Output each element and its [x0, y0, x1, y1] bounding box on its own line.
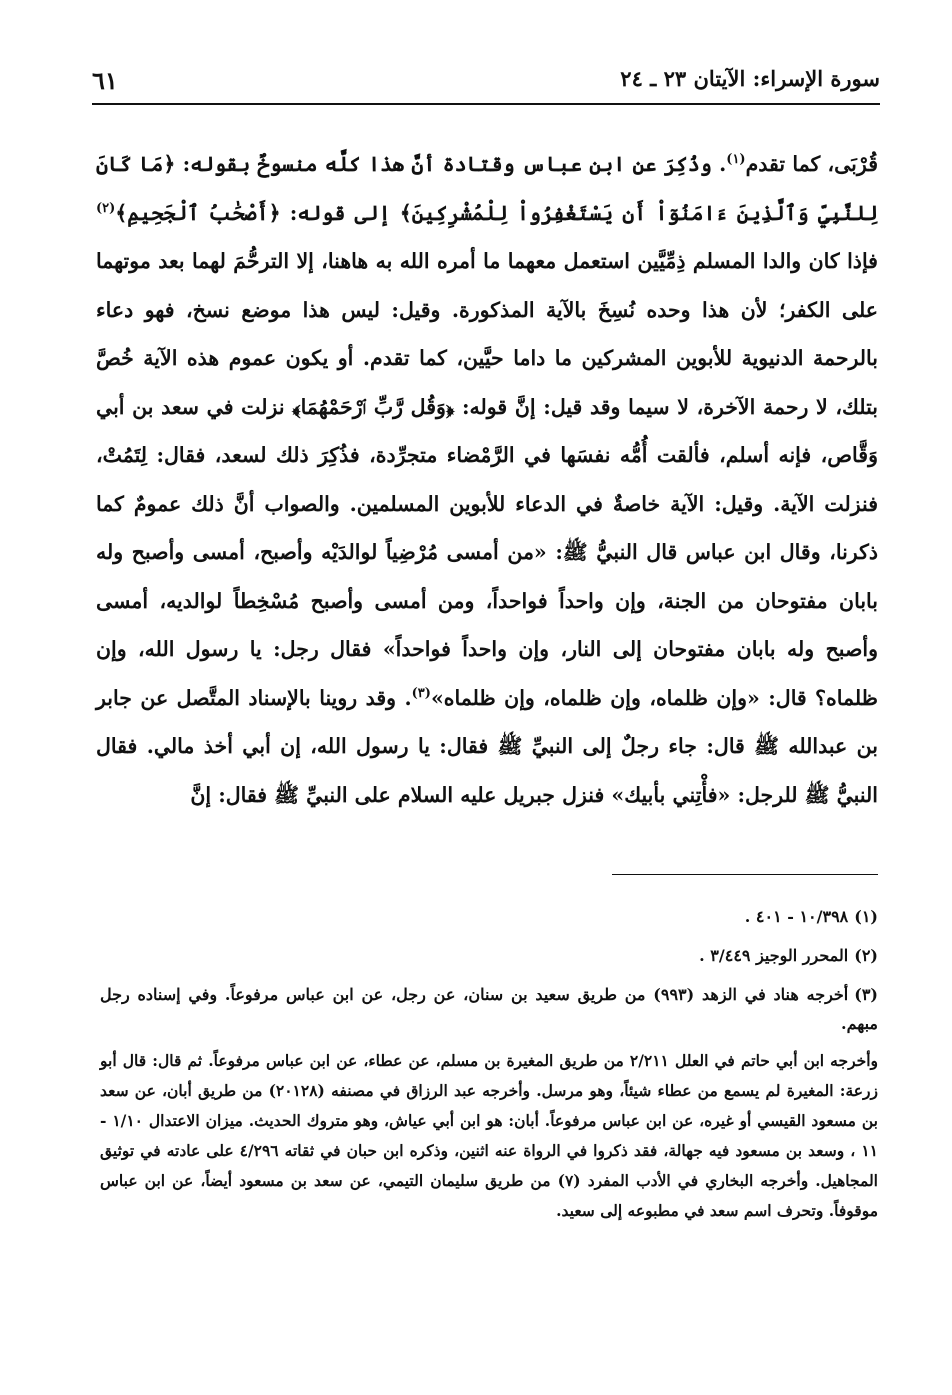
footnote-number: (٣) [854, 985, 878, 1004]
footnote-separator [612, 874, 878, 875]
text-run: إلى قوله: [280, 200, 400, 225]
quran-verse: ﴿أَصْحَٰبُ ٱلْجَحِيمِ﴾ [115, 200, 281, 225]
text-run: قُرْبَى، كما تقدم [745, 152, 878, 176]
text-run: فإذا كان والدا المسلم ذِمِّيَّين استعمل معهما ما أمره الله به هاهنا، إلا الترحُّمَ لهما بعد موتهما على الكفر؛ لأن هذا وحده نُسِخَ بالآية المذكورة. وقيل: ليس هذا موضع نسخ، فهو دعاء بالرحمة الدنيوية للأبوين المشركين ما داما حيَّين، كما تقدم. أو يكون عموم هذه الآية خُصَّ بتلك، لا رحمة الآخرة، لا سيما وقد قيل: إنَّ قوله: [96, 249, 878, 419]
footnote-3-continued: وأخرجه ابن أبي حاتم في العلل ٢/٢١١ من طريق المغيرة بن مسلم، عن عطاء، عن ابن عباس مرفوعاً. ثم قال: قال أبو زرعة: المغيرة لم يسمع من عطاء شيئاً، وهو مرسل. وأخرجه عبد الرزاق في مصنفه (٢٠١٢٨) من طريق أبان، عن سعد بن مسعود القيسي أو غيره، عن ابن عباس مرفوعاً. أبان: هو ابن أبي عياش، وهو متروك الحديث. ميزان الاعتدال ١/١٠ - ١١ ، وسعد بن مسعود فيه جهالة، فقد ذكروا في الرواة عنه اثنين، وذكره ابن حبان في ثقاته ٤/٢٩٦ على عادته في توثيق المجاهيل. وأخرجه البخاري في الأدب المفرد (٧) من طريق سليمان التيمي، عن سعد بن مسعود أيضاً، عن ابن عباس موقوفاً. وتحرف اسم سعد في مطبوعه إلى سعيد. [100, 1051, 878, 1220]
main-paragraph [96, 140, 878, 819]
footnote-3 [100, 980, 878, 1038]
text-run: . وذُكِرَ عن ابن عباس وقتادة أنَّ هذا كلَّه منسوخٌ بقوله: [175, 152, 727, 176]
footnote-number: (١) [854, 907, 878, 926]
main-text [96, 140, 878, 819]
footnotes [100, 902, 878, 1226]
footnote-text: ١٠/٣٩٨ - ٤٠١ . [744, 907, 849, 926]
footnote-text: أخرجه هناد في الزهد (٩٩٣) من طريق سعيد بن سنان، عن رجل، عن ابن عباس مرفوعاً. وفي إسناده رجل مبهم. [100, 985, 878, 1033]
text-run: نزلت في سعد بن أبي وَقَّاص، فإنه أسلم، فألقت أُمُّه نفسَها في الرَّمْضاء متجرِّدة، فذُكِرَ ذلك لسعد، فقال: لِتَمُتْ، فنزلت الآية. وقيل: الآية خاصةٌ في الدعاء للأبوين المسلمين. والصواب أنَّ ذلك عمومٌ كما ذكرنا، وقال ابن عباس قال النبيُّ ﷺ: «من أمسى مُرْضِياً لوالدَيْه وأصبح، أمسى وأصبح وله بابان مفتوحان من الجنة، وإن واحداً فواحداً، ومن أمسى وأصبح مُسْخِطاً لوالديه، أمسى وأصبح وله بابان مفتوحان إلى النار، وإن واحداً فواحداً» فقال رجل: يا رسول الله، وإن ظلماه؟ قال: «وإن ظلماه، وإن ظلماه، وإن ظلماه» [96, 394, 879, 710]
quran-verse: ﴿مَا كَانَ لِلنَّبِيِّ وَٱلَّذِينَ ءَامَنُوٓاْ أَن يَسْتَغْفِرُواْ لِلْمُشْرِكِينَ﴾ [96, 152, 879, 225]
footnote-text: المحرر الوجيز ٣/٤٤٩ . [699, 946, 849, 965]
quran-verse: ﴿وَقُل رَّبِّ ٱرْحَمْهُمَا﴾ [292, 394, 455, 419]
running-header [92, 60, 880, 104]
text-run: . وقد روينا بالإسناد المتَّصل عن جابر بن عبدالله ﷺ قال: جاء رجلٌ إلى النبيِّ ﷺ فقال: يا رسول الله، إن أبي أخذ مالي. فقال النبيُّ ﷺ للرجل: «فأْتِني بأبيك» فنزل جبريل عليه السلام على النبيِّ ﷺ فقال: إنَّ [96, 685, 878, 807]
footnote-2 [100, 941, 878, 970]
footnote-ref-2: (٢) [96, 200, 116, 216]
page-number: ٦١ [92, 66, 118, 95]
header-title: سورة الإسراء: الآيتان ٢٣ ـ ٢٤ [620, 66, 880, 91]
footnote-number: (٢) [854, 946, 878, 965]
footnote-ref-3: (٣) [411, 685, 431, 701]
footnote-ref-1: (١) [726, 152, 746, 168]
header-rule [92, 103, 880, 105]
footnote-1 [100, 902, 878, 931]
